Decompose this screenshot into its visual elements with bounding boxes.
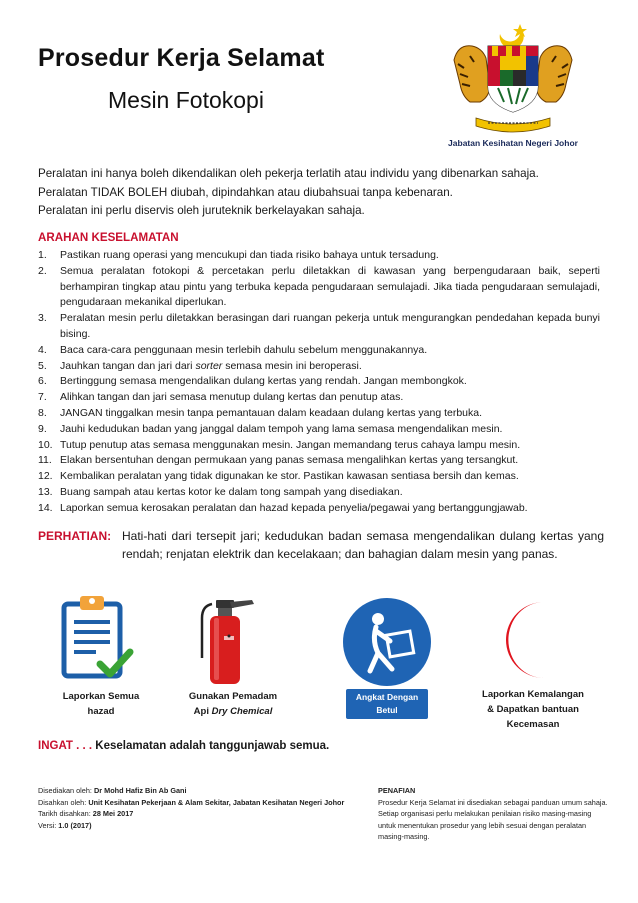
safety-rules-list — [38, 248, 600, 517]
coat-of-arms — [428, 20, 598, 160]
list-item: 2. Semua peralatan fotokopi & percetakan perlu diletakkan di kawasan yang berpengudaraan baik, seperti berhampiran tingkap atau pintu yang terbuka kepada pengudaraan semulajadi. Jika tiada pengudaraan semulajadi, pengudaraan mekanikal diperlukan. — [38, 264, 600, 309]
warning-label: PERHATIAN: — [38, 529, 112, 543]
list-item: 14. Laporkan semua kerosakan peralatan dan hazad kepada penyelia/pegawai yang bertanggungjawab. — [38, 501, 528, 514]
disclaimer-title: PENAFIAN — [378, 786, 416, 795]
warning-text: Hati-hati dari tersepit jari; kedudukan badan semasa mengendalikan dulang kertas yang rendah; renjatan elektrik dan kecelakaan; dan bahagian dalam mesin yang panas. — [122, 529, 604, 561]
agency-name: Jabatan Kesihatan Negeri Johor — [448, 138, 578, 148]
reminder-text: Keselamatan adalah tanggunjawab semua. — [95, 740, 330, 752]
list-item: 5. Jauhkan tangan dan jari dari sorter semasa mesin ini beroperasi. — [38, 359, 362, 372]
list-item: 11. Elakan bersentuhan dengan permukaan yang panas semasa mengalihkan kertas yang tersangkut. — [38, 454, 519, 467]
prepared-by: Disediakan oleh: Dr Mohd Hafiz Bin Ab Gani — [38, 786, 187, 795]
reminder-line — [38, 740, 329, 752]
intro-line: Peralatan TIDAK BOLEH diubah, dipindahkan atau diubahsuai tanpa kebenaran. — [38, 185, 453, 199]
list-item: 1. Pastikan ruang operasi yang mencukupi dan tiada risiko bahaya untuk tersadung. — [38, 249, 439, 261]
red-crescent-icon — [492, 596, 572, 689]
version: Versi: 1.0 (2017) — [38, 820, 92, 830]
icon-caption-lifting: Angkat Dengan Betul — [346, 689, 428, 719]
list-item: 12. Kembalikan peralatan yang tidak digunakan ke stor. Pastikan kawasan sentiasa bersih dan kemas. — [38, 470, 519, 483]
icon-caption-extinguisher: Gunakan Pemadam Api Dry Chemical — [188, 691, 278, 717]
disclaimer — [378, 785, 610, 843]
clipboard-check-icon — [58, 594, 140, 689]
list-item: 8. JANGAN tinggalkan mesin tanpa pemantauan dalam keadaan dulang kertas yang terbuka. — [38, 406, 483, 419]
list-item: 7. Alihkan tangan dan jari semasa menutup dulang kertas dan penutup atas. — [38, 391, 404, 404]
intro-text — [38, 165, 604, 221]
list-item: 6. Bertinggung semasa mengendalikan dulang kertas yang rendah. Jangan membongkok. — [38, 375, 467, 388]
list-item: 3. Peralatan mesin perlu diletakkan berasingan dari ruangan pekerja untuk mengurangkan pendedahan kepada bunyi bising. — [38, 312, 600, 340]
icon-caption-report-accident: Laporkan Kemalangan & Dapatkan bantuan Kecemasan — [482, 689, 584, 730]
list-item: 10. Tutup penutup atas semasa menggunakan mesin. Jangan memandang terus cahaya lampu mesin. — [38, 438, 521, 451]
reminder-label: INGAT . . . — [38, 740, 93, 752]
fire-extinguisher-icon — [198, 596, 262, 693]
approval-date: Tarikh disahkan: 28 Mei 2017 — [38, 809, 134, 818]
approved-by: Disahkan oleh: Unit Kesihatan Pekerjaan & Alam Sekitar, Jabatan Kesihatan Negeri Johor — [38, 797, 345, 807]
icon-caption-report-hazard: Laporkan Semua hazad — [62, 691, 140, 717]
page-subtitle: Mesin Fotokopi — [108, 87, 264, 113]
intro-line: Peralatan ini hanya boleh dikendalikan oleh pekerja terlatih atau individu yang dibenarkan sahaja. — [38, 167, 539, 180]
sorter-term: sorter — [195, 359, 223, 372]
disclaimer-text: Prosedur Kerja Selamat ini disediakan sebagai panduan umum sahaja. Setiap organisasi perlu melakukan penilaian risiko masing-masing untuk menentukan prosedur yang lebih sesuai dengan peralatan masing-masing. — [378, 797, 608, 841]
list-item: 13. Buang sampah atau kertas kotor ke dalam tong sampah yang disediakan. — [38, 485, 403, 498]
malaysia-crest-icon — [448, 20, 578, 138]
document-metadata — [38, 785, 358, 831]
list-item: 4. Baca cara-cara penggunaan mesin terlebih dahulu sebelum menggunakannya. — [38, 343, 428, 356]
page-title: Prosedur Kerja Selamat — [38, 44, 325, 72]
lifting-box-icon — [342, 597, 432, 692]
list-item: 9. Jauhi kedudukan badan yang janggal dalam tempoh yang lama semasa mengendalikan mesin. — [38, 422, 503, 435]
intro-line: Peralatan ini perlu diservis oleh juruteknik berkelayakan sahaja. — [38, 204, 365, 217]
safety-heading: ARAHAN KESELAMATAN — [38, 231, 179, 244]
